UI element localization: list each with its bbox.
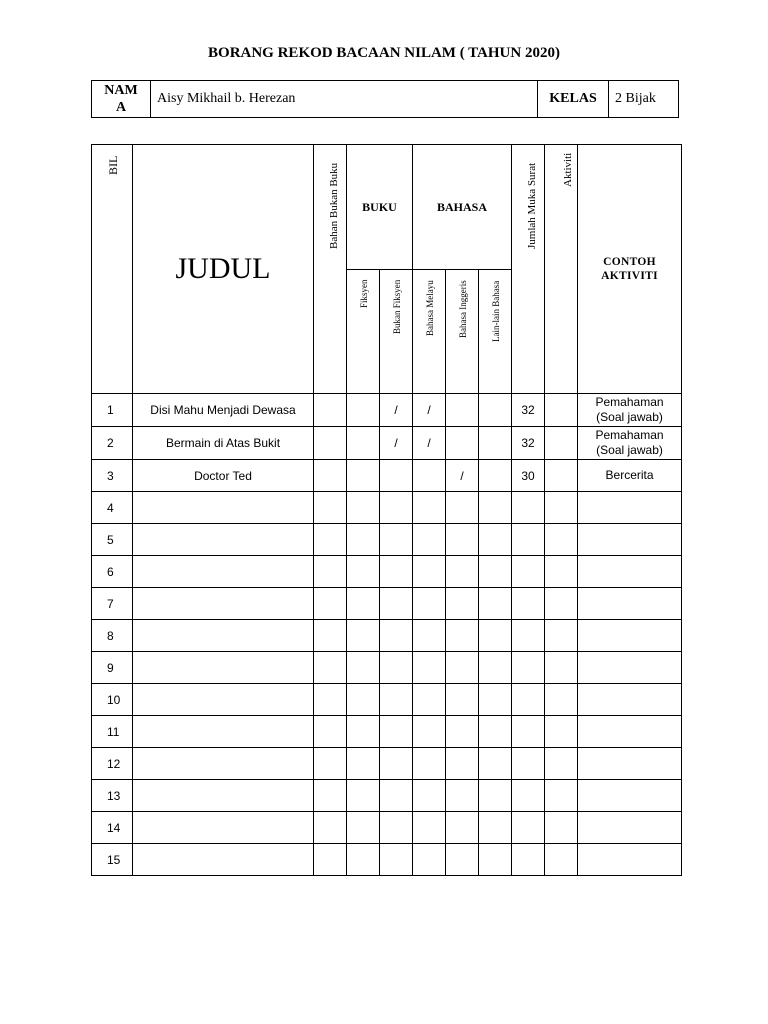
cell-lain-lain-bahasa xyxy=(479,588,512,620)
cell-bukan-fiksyen xyxy=(380,684,413,716)
header-jumlah-muka-surat-text: Jumlah Muka Surat xyxy=(526,162,539,249)
cell-bukan-fiksyen xyxy=(380,460,413,492)
cell-jumlah-muka-surat xyxy=(512,844,545,876)
cell-bukan-fiksyen xyxy=(380,588,413,620)
header-fiksyen xyxy=(347,270,380,394)
cell-bahan-bukan-buku xyxy=(314,620,347,652)
cell-judul xyxy=(133,748,314,780)
cell-bil: 13 xyxy=(92,780,133,812)
cell-aktiviti xyxy=(545,844,578,876)
cell-aktiviti xyxy=(545,652,578,684)
cell-bil: 5 xyxy=(92,524,133,556)
table-row xyxy=(92,556,682,588)
nama-label-line2: A xyxy=(115,100,127,115)
cell-aktiviti xyxy=(545,620,578,652)
header-bil-text: BIL xyxy=(106,155,120,175)
cell-lain-lain-bahasa xyxy=(479,394,512,427)
header-lain-lain-bahasa xyxy=(479,270,512,394)
cell-contoh-aktiviti xyxy=(578,812,682,844)
table-row xyxy=(92,427,682,460)
cell-contoh-aktiviti xyxy=(578,588,682,620)
cell-fiksyen xyxy=(347,812,380,844)
cell-bukan-fiksyen: / xyxy=(380,427,413,460)
table-row xyxy=(92,524,682,556)
cell-bahasa-melayu xyxy=(413,716,446,748)
cell-contoh-aktiviti xyxy=(578,684,682,716)
cell-bahan-bukan-buku xyxy=(314,652,347,684)
cell-bahan-bukan-buku xyxy=(314,812,347,844)
cell-lain-lain-bahasa xyxy=(479,748,512,780)
header-contoh-line1: CONTOH xyxy=(603,256,656,268)
cell-fiksyen xyxy=(347,844,380,876)
cell-bahasa-inggeris xyxy=(446,492,479,524)
cell-bahasa-melayu xyxy=(413,684,446,716)
cell-bil: 1 xyxy=(92,394,133,427)
page-title: BORANG REKOD BACAAN NILAM ( TAHUN 2020) xyxy=(208,45,560,61)
cell-fiksyen xyxy=(347,748,380,780)
cell-bahasa-melayu: / xyxy=(413,394,446,427)
cell-judul xyxy=(133,524,314,556)
cell-lain-lain-bahasa xyxy=(479,524,512,556)
cell-jumlah-muka-surat xyxy=(512,684,545,716)
cell-lain-lain-bahasa xyxy=(479,556,512,588)
cell-bil: 14 xyxy=(92,812,133,844)
cell-judul: Bermain di Atas Bukit xyxy=(133,427,314,460)
contoh-aktiviti-line1: Pemahaman xyxy=(595,395,664,409)
reading-record-table xyxy=(91,144,682,876)
cell-bahasa-melayu: / xyxy=(413,427,446,460)
cell-bukan-fiksyen xyxy=(380,844,413,876)
student-info-table xyxy=(91,80,679,118)
cell-bahasa-inggeris xyxy=(446,620,479,652)
cell-jumlah-muka-surat xyxy=(512,652,545,684)
cell-bil: 9 xyxy=(92,652,133,684)
cell-judul: Disi Mahu Menjadi Dewasa xyxy=(133,394,314,427)
cell-aktiviti xyxy=(545,780,578,812)
table-row xyxy=(92,684,682,716)
cell-bukan-fiksyen xyxy=(380,524,413,556)
header-bahasa-inggeris xyxy=(446,270,479,394)
cell-jumlah-muka-surat xyxy=(512,556,545,588)
cell-lain-lain-bahasa xyxy=(479,844,512,876)
cell-contoh-aktiviti xyxy=(578,620,682,652)
table-row xyxy=(92,812,682,844)
cell-bil: 2 xyxy=(92,427,133,460)
cell-bil: 15 xyxy=(92,844,133,876)
table-row xyxy=(92,588,682,620)
cell-jumlah-muka-surat xyxy=(512,620,545,652)
cell-contoh-aktiviti xyxy=(578,524,682,556)
cell-bahasa-inggeris xyxy=(446,556,479,588)
cell-jumlah-muka-surat xyxy=(512,748,545,780)
cell-aktiviti xyxy=(545,588,578,620)
cell-jumlah-muka-surat xyxy=(512,492,545,524)
cell-lain-lain-bahasa xyxy=(479,492,512,524)
cell-contoh-aktiviti xyxy=(578,652,682,684)
cell-contoh-aktiviti xyxy=(578,427,682,460)
cell-fiksyen xyxy=(347,492,380,524)
cell-lain-lain-bahasa xyxy=(479,716,512,748)
kelas-value: 2 Bijak xyxy=(609,81,679,118)
cell-aktiviti xyxy=(545,556,578,588)
contoh-aktiviti-line2: (Soal jawab) xyxy=(596,410,663,424)
header-fiksyen-text: Fiksyen xyxy=(359,279,369,308)
cell-judul xyxy=(133,684,314,716)
cell-contoh-aktiviti xyxy=(578,556,682,588)
table-row xyxy=(92,652,682,684)
cell-bukan-fiksyen xyxy=(380,620,413,652)
cell-bahasa-inggeris xyxy=(446,716,479,748)
cell-lain-lain-bahasa xyxy=(479,460,512,492)
cell-bukan-fiksyen xyxy=(380,716,413,748)
cell-bukan-fiksyen xyxy=(380,812,413,844)
cell-fiksyen xyxy=(347,524,380,556)
cell-fiksyen xyxy=(347,460,380,492)
cell-bahasa-melayu xyxy=(413,844,446,876)
cell-contoh-aktiviti xyxy=(578,492,682,524)
header-lain-lain-bahasa-text: Lain-lain Bahasa xyxy=(491,280,502,342)
header-bil xyxy=(92,145,133,394)
cell-judul xyxy=(133,588,314,620)
cell-bil: 4 xyxy=(92,492,133,524)
header-bukan-fiksyen-text: Bukan Fiksyen xyxy=(392,279,402,334)
cell-lain-lain-bahasa xyxy=(479,427,512,460)
header-aktiviti xyxy=(545,145,578,394)
cell-bahan-bukan-buku xyxy=(314,780,347,812)
table-row xyxy=(92,844,682,876)
cell-fiksyen xyxy=(347,620,380,652)
header-bahasa: BAHASA xyxy=(413,145,512,270)
cell-aktiviti xyxy=(545,684,578,716)
cell-lain-lain-bahasa xyxy=(479,652,512,684)
cell-aktiviti xyxy=(545,394,578,427)
cell-bahan-bukan-buku xyxy=(314,588,347,620)
cell-contoh-aktiviti xyxy=(578,844,682,876)
table-row xyxy=(92,748,682,780)
nama-value: Aisy Mikhail b. Herezan xyxy=(151,81,538,118)
header-aktiviti-text: Aktiviti xyxy=(562,152,575,187)
header-buku: BUKU xyxy=(347,145,413,270)
cell-judul xyxy=(133,620,314,652)
cell-lain-lain-bahasa xyxy=(479,812,512,844)
cell-judul xyxy=(133,780,314,812)
cell-aktiviti xyxy=(545,716,578,748)
cell-fiksyen xyxy=(347,588,380,620)
cell-bahasa-melayu xyxy=(413,620,446,652)
cell-fiksyen xyxy=(347,684,380,716)
contoh-aktiviti-line2: (Soal jawab) xyxy=(596,443,663,457)
cell-bil: 11 xyxy=(92,716,133,748)
table-row xyxy=(92,460,682,492)
header-contoh-aktiviti xyxy=(578,145,682,394)
cell-lain-lain-bahasa xyxy=(479,620,512,652)
cell-bil: 6 xyxy=(92,556,133,588)
cell-bil: 8 xyxy=(92,620,133,652)
cell-contoh-aktiviti xyxy=(578,460,682,492)
cell-aktiviti xyxy=(545,427,578,460)
cell-bahan-bukan-buku xyxy=(314,684,347,716)
cell-judul xyxy=(133,812,314,844)
kelas-label: KELAS xyxy=(538,81,609,118)
cell-bil: 12 xyxy=(92,748,133,780)
cell-bahasa-melayu xyxy=(413,460,446,492)
cell-bahasa-inggeris xyxy=(446,748,479,780)
cell-jumlah-muka-surat: 30 xyxy=(512,460,545,492)
cell-judul xyxy=(133,652,314,684)
nama-label-line1: NAM xyxy=(104,83,138,98)
cell-bukan-fiksyen xyxy=(380,652,413,684)
cell-jumlah-muka-surat xyxy=(512,524,545,556)
cell-aktiviti xyxy=(545,460,578,492)
table-row xyxy=(92,492,682,524)
cell-bahasa-melayu xyxy=(413,556,446,588)
header-bahasa-melayu-text: Bahasa Melayu xyxy=(425,280,436,336)
cell-judul xyxy=(133,492,314,524)
cell-bukan-fiksyen xyxy=(380,780,413,812)
cell-jumlah-muka-surat: 32 xyxy=(512,394,545,427)
cell-bahasa-melayu xyxy=(413,652,446,684)
cell-bahasa-inggeris: / xyxy=(446,460,479,492)
cell-contoh-aktiviti xyxy=(578,716,682,748)
header-jumlah-muka-surat xyxy=(512,145,545,394)
cell-bahasa-inggeris xyxy=(446,652,479,684)
table-row xyxy=(92,394,682,427)
header-bahasa-inggeris-text: Bahasa Inggeris xyxy=(458,280,469,338)
cell-bahasa-inggeris xyxy=(446,844,479,876)
cell-bahasa-inggeris xyxy=(446,524,479,556)
cell-bahan-bukan-buku xyxy=(314,524,347,556)
cell-bahan-bukan-buku xyxy=(314,716,347,748)
cell-aktiviti xyxy=(545,492,578,524)
cell-jumlah-muka-surat xyxy=(512,812,545,844)
cell-jumlah-muka-surat xyxy=(512,716,545,748)
cell-bahan-bukan-buku xyxy=(314,748,347,780)
cell-bahan-bukan-buku xyxy=(314,492,347,524)
cell-bukan-fiksyen xyxy=(380,556,413,588)
cell-bahasa-inggeris xyxy=(446,394,479,427)
cell-bahasa-inggeris xyxy=(446,812,479,844)
cell-fiksyen xyxy=(347,427,380,460)
cell-fiksyen xyxy=(347,394,380,427)
cell-jumlah-muka-surat xyxy=(512,780,545,812)
table-row xyxy=(92,780,682,812)
cell-bahan-bukan-buku xyxy=(314,394,347,427)
table-row xyxy=(92,716,682,748)
cell-aktiviti xyxy=(545,524,578,556)
header-contoh-line2: AKTIVITI xyxy=(601,270,658,282)
cell-contoh-aktiviti xyxy=(578,394,682,427)
cell-fiksyen xyxy=(347,556,380,588)
cell-bahasa-melayu xyxy=(413,748,446,780)
cell-bil: 10 xyxy=(92,684,133,716)
cell-judul xyxy=(133,844,314,876)
cell-lain-lain-bahasa xyxy=(479,780,512,812)
cell-judul xyxy=(133,556,314,588)
cell-bahasa-inggeris xyxy=(446,780,479,812)
cell-bahasa-inggeris xyxy=(446,588,479,620)
cell-lain-lain-bahasa xyxy=(479,684,512,716)
header-bukan-fiksyen xyxy=(380,270,413,394)
cell-bil: 3 xyxy=(92,460,133,492)
cell-bahasa-melayu xyxy=(413,812,446,844)
cell-fiksyen xyxy=(347,780,380,812)
cell-aktiviti xyxy=(545,748,578,780)
header-judul: JUDUL xyxy=(133,145,314,394)
cell-bahasa-melayu xyxy=(413,780,446,812)
header-bahan-bukan-buku-text: Bahan Bukan Buku xyxy=(328,162,340,249)
table-row xyxy=(92,620,682,652)
cell-judul: Doctor Ted xyxy=(133,460,314,492)
cell-bahasa-melayu xyxy=(413,492,446,524)
contoh-aktiviti-line1: Pemahaman xyxy=(595,428,664,442)
cell-contoh-aktiviti xyxy=(578,780,682,812)
contoh-aktiviti-line1: Bercerita xyxy=(605,468,654,482)
header-bahan-bukan-buku xyxy=(314,145,347,394)
cell-bukan-fiksyen: / xyxy=(380,394,413,427)
cell-fiksyen xyxy=(347,652,380,684)
cell-aktiviti xyxy=(545,812,578,844)
cell-bahan-bukan-buku xyxy=(314,460,347,492)
cell-fiksyen xyxy=(347,716,380,748)
cell-bahan-bukan-buku xyxy=(314,844,347,876)
cell-bil: 7 xyxy=(92,588,133,620)
cell-bahan-bukan-buku xyxy=(314,427,347,460)
cell-bahasa-melayu xyxy=(413,524,446,556)
header-bahasa-melayu xyxy=(413,270,446,394)
cell-bahasa-melayu xyxy=(413,588,446,620)
cell-judul xyxy=(133,716,314,748)
cell-bukan-fiksyen xyxy=(380,492,413,524)
cell-bahasa-inggeris xyxy=(446,427,479,460)
cell-bahasa-inggeris xyxy=(446,684,479,716)
record-rows xyxy=(92,394,682,876)
cell-jumlah-muka-surat xyxy=(512,588,545,620)
cell-contoh-aktiviti xyxy=(578,748,682,780)
nama-label xyxy=(92,81,151,118)
cell-jumlah-muka-surat: 32 xyxy=(512,427,545,460)
cell-bahan-bukan-buku xyxy=(314,556,347,588)
cell-bukan-fiksyen xyxy=(380,748,413,780)
